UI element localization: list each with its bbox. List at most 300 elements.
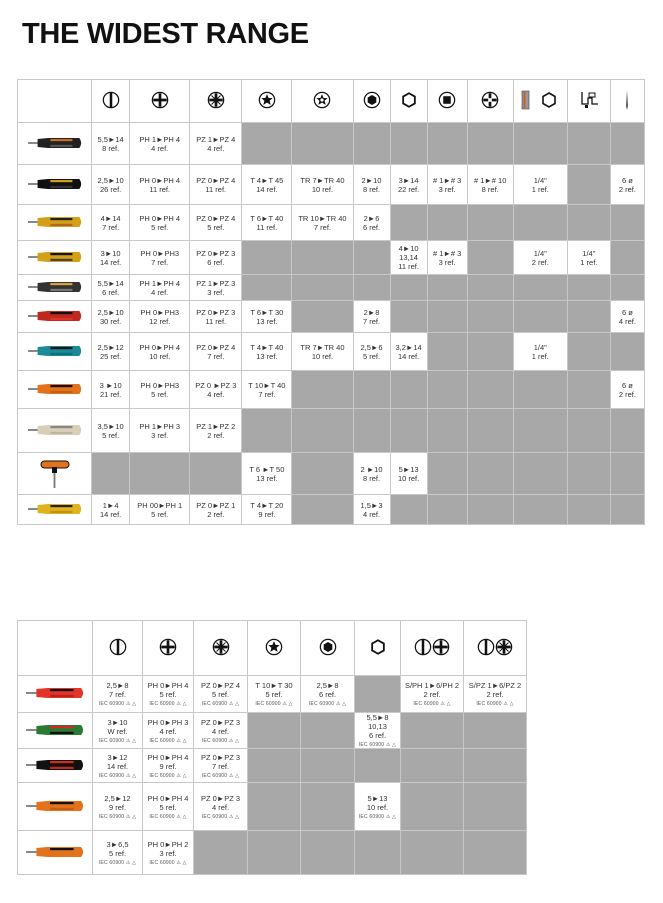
ref-count: 5 ref.: [151, 389, 169, 399]
empty-cell: [248, 713, 301, 749]
empty-cell: [513, 453, 567, 495]
range-cell: [92, 409, 130, 453]
table-row: [18, 275, 645, 301]
range-cell: [292, 205, 353, 241]
range-cell: [427, 241, 467, 275]
empty-cell: [353, 275, 390, 301]
header-corner: [18, 80, 92, 123]
ref-count: 4 ref.: [207, 143, 225, 153]
ref-count: 30 ref.: [100, 316, 122, 326]
table-row: [18, 205, 645, 241]
range-cell: [93, 749, 143, 783]
insulation-cert-mark: IEC 60900 ⚠ △: [149, 701, 187, 707]
pozidriv-tip-icon: [212, 638, 230, 658]
ref-count: 1 ref.: [531, 351, 549, 361]
size-range: PZ 0►PZ 1: [196, 500, 236, 510]
column-header: [567, 80, 610, 123]
size-range: T 6►T 40: [250, 213, 284, 223]
ref-count: 10 ref.: [311, 184, 334, 194]
header-row: [18, 80, 645, 123]
empty-cell: [610, 453, 644, 495]
range-cell: [355, 783, 401, 831]
size-range: PH 0►PH 4: [147, 681, 189, 690]
range-cell: [190, 123, 242, 165]
ref-count: 7 ref.: [362, 316, 381, 326]
range-cell: [248, 676, 301, 713]
range-cell: [130, 205, 190, 241]
size-range: S/PZ 1►6/PZ 2: [468, 681, 522, 690]
range-cell: [513, 241, 567, 275]
ref-count: 25 ref.: [100, 351, 122, 361]
range-cell: [130, 301, 190, 333]
empty-cell: [390, 495, 427, 525]
empty-cell: [301, 713, 355, 749]
empty-cell: [242, 123, 292, 165]
size-range: PH 0►PH 2: [147, 839, 189, 849]
empty-cell: [464, 713, 527, 749]
size-range: 5,5►14: [97, 134, 124, 144]
empty-cell: [301, 831, 355, 875]
size-range: T 4►T 40: [250, 342, 284, 352]
ref-count: 11 ref.: [256, 222, 278, 232]
empty-cell: [610, 123, 644, 165]
screwdriver-image: [18, 205, 92, 241]
size-range: 6 ø: [622, 307, 633, 317]
ref-count: 5 ref.: [265, 690, 283, 699]
size-range: PZ 0►PZ 3: [196, 307, 236, 317]
table-row: [18, 453, 645, 495]
column-header: [292, 80, 353, 123]
empty-cell: [353, 123, 390, 165]
size-range: 2►6: [363, 213, 380, 223]
table-row: [18, 241, 645, 275]
size-range: 3►14: [398, 175, 419, 185]
range-cell: [401, 676, 464, 713]
range-cell: [194, 676, 248, 713]
ref-count: 9 ref.: [108, 802, 127, 812]
empty-cell: [610, 495, 644, 525]
empty-cell: [567, 371, 610, 409]
hex-nut-icon: [400, 91, 418, 111]
insulation-cert-mark: IEC 60900 ⚠ △: [358, 813, 397, 820]
ref-count: 7 ref.: [151, 257, 169, 267]
range-cell: [190, 371, 242, 409]
empty-cell: [467, 371, 513, 409]
empty-cell: [355, 749, 401, 783]
insulation-cert-mark: IEC 60900 ⚠ △: [149, 859, 187, 866]
range-cell: [93, 831, 143, 875]
range-cell: [93, 713, 143, 749]
ref-count: 5 ref.: [102, 430, 120, 440]
ref-count: 2 ref.: [618, 389, 636, 399]
empty-cell: [513, 409, 567, 453]
slotted-pozidriv-tip-icon: [476, 638, 514, 658]
empty-cell: [427, 495, 467, 525]
size-range: PZ 1►PZ 4: [196, 134, 236, 144]
ref-count: 26 ref.: [100, 184, 122, 194]
insulation-cert-mark: IEC 60900 ⚠ △: [476, 701, 514, 707]
range-cell: [467, 165, 513, 205]
range-cell: [390, 333, 427, 371]
range-cell: [390, 453, 427, 495]
size-range: 3►10: [100, 248, 121, 258]
screwdriver-image: [18, 783, 93, 831]
column-header: [130, 80, 190, 123]
size-range: 4►14: [100, 213, 121, 223]
ref-count: 2 ref.: [618, 184, 636, 194]
ref-count: 2 ref.: [207, 509, 225, 519]
insulation-cert-mark: IEC 60900 ⚠ △: [201, 701, 240, 707]
size-range: PZ 0►PZ 3: [200, 752, 241, 762]
range-cell: [190, 495, 242, 525]
empty-cell: [242, 275, 292, 301]
header-row: [18, 621, 527, 676]
range-cell: [242, 205, 292, 241]
phillips-tip-icon: [159, 638, 177, 658]
range-cell: [92, 371, 130, 409]
pozidriv-tip-icon: [207, 91, 225, 111]
size-range: 3,2►14: [395, 342, 422, 352]
range-cell: [130, 165, 190, 205]
size-range: 1/4": [533, 248, 547, 258]
range-cell: [353, 333, 390, 371]
range-cell: [130, 241, 190, 275]
empty-cell: [467, 275, 513, 301]
range-cell: [190, 205, 242, 241]
insulation-cert-mark: IEC 60900 ⚠ △: [149, 813, 187, 820]
range-cell: [242, 495, 292, 525]
range-cell: [190, 409, 242, 453]
size-range: PZ 1►PZ 2: [196, 421, 236, 431]
empty-cell: [390, 205, 427, 241]
empty-cell: [355, 676, 401, 713]
slotted-phillips-tip-icon: [413, 638, 451, 658]
insulation-cert-mark: IEC 60900 ⚠ △: [201, 813, 240, 820]
empty-cell: [390, 301, 427, 333]
column-header: [248, 621, 301, 676]
range-cell: [353, 301, 390, 333]
ref-count: W ref.: [107, 726, 128, 736]
size-range: PH 1►PH 3: [139, 421, 181, 431]
empty-cell: [513, 301, 567, 333]
column-header: [143, 621, 194, 676]
empty-cell: [353, 409, 390, 453]
range-cell: [610, 165, 644, 205]
ref-count: 8 ref.: [362, 184, 381, 194]
table-row: [18, 676, 527, 713]
empty-cell: [467, 495, 513, 525]
ref-count: 5 ref.: [211, 690, 230, 699]
ref-count: 8 ref.: [481, 184, 499, 194]
ref-count: 14 ref.: [256, 184, 278, 194]
insulation-cert-mark: IEC 60900 ⚠ △: [201, 772, 240, 779]
ref-count: 7 ref.: [211, 761, 230, 771]
table-row: [18, 749, 527, 783]
size-range: PZ 0►PZ 4: [200, 681, 241, 690]
range-cell: [464, 676, 527, 713]
range-cell: [390, 165, 427, 205]
column-header: [353, 80, 390, 123]
ref-count: 10 ref.: [149, 351, 171, 361]
empty-cell: [427, 123, 467, 165]
range-cell: [567, 241, 610, 275]
ref-count: 7 ref.: [258, 389, 276, 399]
ref-count: 13 ref.: [256, 316, 278, 326]
empty-cell: [513, 495, 567, 525]
ref-count: 8 ref.: [102, 143, 120, 153]
size-range: T 4►T 45: [250, 175, 284, 185]
size-range: TR 7►TR 40: [300, 342, 345, 352]
screwdriver-image: [18, 831, 93, 875]
column-header: [464, 621, 527, 676]
size-range: 3,5►10: [97, 421, 124, 431]
ref-count: 11 ref.: [205, 316, 227, 326]
empty-cell: [567, 205, 610, 241]
empty-cell: [292, 301, 353, 333]
size-range: 2,5►12: [104, 793, 131, 803]
range-cell: [242, 165, 292, 205]
size-range: 10,13: [368, 722, 387, 731]
range-cell: [143, 783, 194, 831]
ref-count: 5 ref.: [207, 222, 225, 232]
column-header: [513, 80, 567, 123]
ref-count: 10 ref.: [397, 473, 420, 483]
hex-nut-icon: [369, 638, 387, 658]
range-cell: [390, 241, 427, 275]
ref-count: 2 ref.: [423, 690, 441, 699]
size-range: 5►13: [398, 464, 419, 474]
ref-count: 13 ref.: [256, 473, 278, 483]
insulation-cert-mark: IEC 60900 ⚠ △: [413, 701, 451, 707]
column-header: [355, 621, 401, 676]
range-cell: [292, 333, 353, 371]
empty-cell: [513, 371, 567, 409]
size-range: PH 1►PH 4: [139, 278, 181, 288]
range-cell: [610, 371, 644, 409]
ref-count: 1 ref.: [580, 257, 598, 267]
ref-count: 5 ref.: [151, 509, 169, 519]
column-header: [610, 80, 644, 123]
range-cell: [190, 301, 242, 333]
column-header: [93, 621, 143, 676]
ref-count: 3 ref.: [438, 184, 456, 194]
hex-socket-tip-icon: [319, 638, 337, 658]
range-cell: [93, 676, 143, 713]
empty-cell: [292, 453, 353, 495]
size-range: 2 ►10: [360, 464, 383, 474]
empty-cell: [292, 495, 353, 525]
empty-cell: [467, 409, 513, 453]
ref-count: 2 ref.: [531, 257, 549, 267]
empty-cell: [353, 241, 390, 275]
empty-cell: [390, 371, 427, 409]
table-row: [18, 301, 645, 333]
torx-tip-icon: [265, 638, 283, 658]
size-range: 1►4: [102, 500, 119, 510]
empty-cell: [427, 333, 467, 371]
ref-count: 9 ref.: [159, 761, 177, 771]
ref-count: 22 ref.: [397, 184, 420, 194]
ref-count: 4 ref.: [211, 802, 230, 812]
insulation-cert-mark: IEC 60900 ⚠ △: [98, 813, 137, 820]
range-cell: [190, 275, 242, 301]
empty-cell: [567, 165, 610, 205]
range-cell: [427, 165, 467, 205]
ref-count: 5 ref.: [159, 802, 177, 812]
range-cell: [143, 676, 194, 713]
size-range: PH 0►PH 4: [147, 752, 189, 762]
empty-cell: [427, 301, 467, 333]
range-cell: [130, 409, 190, 453]
torx-tip-icon: [258, 91, 276, 111]
empty-cell: [464, 783, 527, 831]
ref-count: 2 ref.: [486, 690, 504, 699]
range-cell: [143, 749, 194, 783]
ref-count: 14 ref.: [100, 257, 122, 267]
range-cell: [353, 205, 390, 241]
ref-count: 14 ref.: [100, 509, 122, 519]
size-range: PH 0►PH 4: [139, 175, 181, 185]
ref-count: 10 ref.: [366, 802, 389, 812]
empty-cell: [292, 275, 353, 301]
size-range: 5,5►14: [97, 278, 124, 288]
empty-cell: [467, 453, 513, 495]
empty-cell: [610, 409, 644, 453]
insulation-cert-mark: IEC 60900 ⚠ △: [98, 772, 137, 779]
range-cell: [92, 275, 130, 301]
column-header: [92, 80, 130, 123]
empty-cell: [355, 831, 401, 875]
range-cell: [242, 371, 292, 409]
empty-cell: [427, 205, 467, 241]
empty-cell: [610, 241, 644, 275]
ref-count: 10 ref.: [311, 351, 334, 361]
page-title: THE WIDEST RANGE: [22, 18, 309, 50]
range-cell: [610, 301, 644, 333]
empty-cell: [464, 749, 527, 783]
empty-cell: [427, 409, 467, 453]
table-row: [18, 783, 527, 831]
ref-count: 5 ref.: [362, 351, 381, 361]
ref-count: 6 ref.: [318, 690, 337, 699]
range-cell: [190, 241, 242, 275]
column-header: [242, 80, 292, 123]
range-cell: [92, 165, 130, 205]
empty-cell: [292, 123, 353, 165]
ref-count: 6 ref.: [368, 731, 387, 740]
size-range: TR 7►TR 40: [300, 175, 345, 185]
empty-cell: [390, 123, 427, 165]
table-row: [18, 713, 527, 749]
empty-cell: [248, 831, 301, 875]
range-cell: [353, 495, 390, 525]
range-cell: [130, 495, 190, 525]
size-range: 2►8: [363, 307, 380, 317]
ref-count: 7 ref.: [313, 222, 331, 232]
empty-cell: [353, 371, 390, 409]
slotted-tip-icon: [102, 91, 120, 111]
size-range: PH 0►PH 3: [147, 717, 189, 727]
insulation-cert-mark: IEC 60900 ⚠ △: [255, 701, 293, 707]
empty-cell: [401, 749, 464, 783]
screwdriver-image: [18, 676, 93, 713]
screwdriver-image: [18, 495, 92, 525]
table-row: [18, 165, 645, 205]
range-cell: [143, 713, 194, 749]
size-range: 5,5►8: [366, 713, 389, 722]
empty-cell: [513, 123, 567, 165]
ref-count: 4 ref.: [618, 316, 636, 326]
ref-count: 1 ref.: [531, 184, 549, 194]
table-row: [18, 333, 645, 371]
empty-cell: [567, 123, 610, 165]
empty-cell: [130, 453, 190, 495]
ref-count: 4 ref.: [362, 509, 381, 519]
empty-cell: [567, 275, 610, 301]
size-range: 2,5►10: [97, 307, 124, 317]
ref-count: 9 ref.: [258, 509, 276, 519]
range-cell: [242, 453, 292, 495]
range-cell: [242, 301, 292, 333]
ref-count: 11 ref.: [149, 184, 171, 194]
ref-count: 5 ref.: [151, 222, 169, 232]
ref-count: 3 ref.: [151, 430, 169, 440]
range-cell: [194, 749, 248, 783]
size-range: T 10►T 30: [255, 681, 293, 690]
size-range: 1/4": [533, 175, 547, 185]
ref-count: 4 ref.: [151, 143, 169, 153]
size-range: 2,5►12: [97, 342, 124, 352]
hex-socket-tip-icon: [363, 91, 381, 111]
screwdriver-image: [18, 333, 92, 371]
size-range: PH 0►PH 4: [139, 342, 181, 352]
empty-cell: [567, 333, 610, 371]
size-range: # 1►# 10: [473, 175, 507, 185]
size-range: PZ 0 ►PZ 3: [195, 380, 237, 390]
empty-cell: [513, 275, 567, 301]
range-cell: [130, 123, 190, 165]
range-cell: [93, 783, 143, 831]
empty-cell: [190, 453, 242, 495]
empty-cell: [427, 453, 467, 495]
empty-cell: [401, 831, 464, 875]
range-cell: [513, 165, 567, 205]
size-range: T 10►T 40: [248, 380, 286, 390]
column-header: [190, 80, 242, 123]
size-range: PZ 1►PZ 3: [196, 278, 236, 288]
phillips-square-tip-icon: [481, 91, 499, 111]
empty-cell: [401, 713, 464, 749]
insulation-cert-mark: IEC 60900 ⚠ △: [149, 737, 187, 744]
ref-count: 8 ref.: [362, 473, 381, 483]
size-range: 2,5►6: [360, 342, 383, 352]
insulation-cert-mark: IEC 60900 ⚠ △: [358, 742, 397, 748]
range-cell: [92, 301, 130, 333]
empty-cell: [467, 205, 513, 241]
ref-count: 3 ref.: [207, 287, 225, 297]
ref-count: 14 ref.: [397, 351, 420, 361]
ref-count: 4 ref.: [151, 287, 169, 297]
size-range: 6 ø: [622, 175, 633, 185]
size-range: PH 0►PH3: [140, 307, 180, 317]
empty-cell: [467, 333, 513, 371]
column-header: [194, 621, 248, 676]
size-range: PZ 0►PZ 4: [196, 175, 236, 185]
table-row: [18, 371, 645, 409]
empty-cell: [242, 409, 292, 453]
ref-count: 11 ref.: [205, 184, 227, 194]
empty-cell: [467, 301, 513, 333]
